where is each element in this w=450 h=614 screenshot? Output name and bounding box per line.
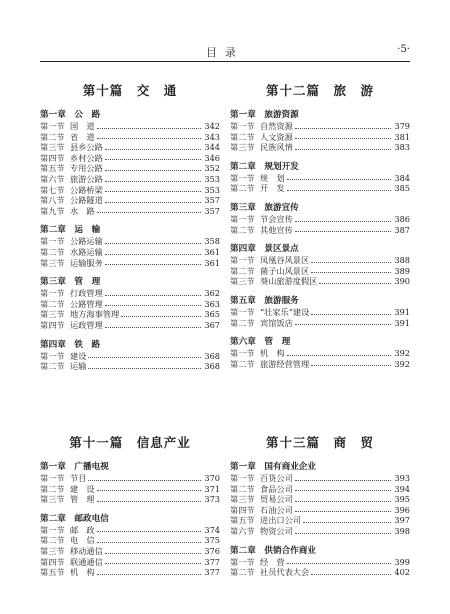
section-page: 374 (204, 524, 220, 535)
section-number: 第二节 (40, 298, 65, 309)
section-number: 第二节 (230, 567, 255, 578)
toc-entry (230, 183, 410, 194)
section-number: 第四节 (40, 152, 65, 163)
section-number: 第一节 (40, 236, 65, 247)
dot-leader (97, 530, 201, 532)
section-name: 石油公司 (260, 504, 293, 515)
dot-leader (88, 479, 201, 481)
section-number: 第二节 (230, 317, 255, 328)
dot-leader (105, 326, 201, 328)
section-page: 362 (204, 288, 220, 299)
section-number: 第三节 (40, 142, 65, 153)
dot-leader (295, 230, 391, 232)
toc-chapter (40, 277, 220, 330)
section-name: “壮家乐”建设 (260, 306, 310, 317)
section-number: 第二节 (230, 483, 255, 494)
section-page: 343 (204, 131, 220, 142)
toc-entry (230, 348, 410, 359)
dot-leader (287, 562, 391, 564)
toc-entry (230, 515, 410, 526)
section-page: 396 (394, 504, 410, 515)
toc-entry (40, 525, 220, 536)
toc-chapter (230, 462, 410, 537)
chapter-title: 第二章 邮政电信 (40, 513, 109, 524)
section-name: 机 构 (70, 567, 95, 578)
toc-entry (40, 494, 220, 505)
section-number: 第六节 (40, 173, 65, 184)
section-number: 第一节 (40, 350, 65, 361)
toc-entry (230, 505, 410, 516)
toc-entry (40, 258, 220, 269)
part-title: 第十三篇 商 贸 (265, 435, 374, 450)
section-name: 宾馆饭店 (260, 317, 293, 328)
dot-leader (105, 304, 201, 306)
section-page: 368 (204, 350, 220, 361)
section-number: 第一节 (230, 255, 255, 266)
toc-chapter (230, 546, 410, 578)
section-number: 第二节 (40, 361, 65, 372)
section-page: 393 (394, 473, 410, 483)
chapter-title: 第四章 景区景点 (230, 244, 299, 255)
toc-entry (230, 225, 410, 236)
section-name: 地方海事管理 (70, 309, 120, 320)
toc-part (40, 434, 220, 587)
section-name: 移动通信 (70, 545, 103, 556)
toc-entry (230, 276, 410, 287)
dot-leader (295, 489, 391, 491)
section-name: 水 路 (70, 205, 95, 216)
section-name: 电 信 (70, 535, 95, 546)
toc-entry (230, 255, 410, 266)
toc-entry (230, 266, 410, 277)
section-name: 公路管理 (70, 298, 103, 309)
toc-entry (230, 132, 410, 143)
dot-leader (295, 323, 391, 325)
section-name: 机 构 (260, 348, 285, 359)
toc-chapter (230, 244, 410, 287)
dot-leader (287, 354, 391, 356)
section-page: 391 (394, 317, 410, 328)
toc-part (230, 434, 410, 587)
toc-chapter (230, 337, 410, 369)
toc-chapter (40, 462, 220, 505)
dot-leader (105, 180, 201, 182)
section-name: 省 道 (70, 131, 95, 142)
dot-leader (105, 169, 201, 171)
section-name: 邮 政 (70, 524, 95, 535)
section-number: 第一节 (40, 524, 65, 535)
page-number: ·5· (397, 44, 410, 55)
section-page: 384 (394, 172, 410, 183)
section-number: 第三节 (230, 494, 255, 505)
dot-leader (105, 190, 201, 192)
dot-leader (295, 510, 391, 512)
section-number: 第三节 (230, 276, 255, 287)
section-page: 398 (394, 525, 410, 536)
dot-leader (295, 479, 391, 481)
section-number: 第一节 (230, 473, 255, 483)
section-page: 395 (394, 494, 410, 505)
section-page: 389 (394, 265, 410, 276)
toc-entry (230, 494, 410, 505)
toc-entry (230, 359, 410, 370)
dot-leader (295, 532, 391, 534)
section-name: 节目 (70, 473, 87, 483)
section-number: 第三节 (40, 545, 65, 556)
section-number: 第三节 (40, 309, 65, 320)
section-number: 第一节 (230, 306, 255, 317)
section-page: 387 (394, 224, 410, 235)
section-page: 344 (204, 142, 220, 153)
toc-entry (40, 121, 220, 132)
section-name: 民族风情 (260, 142, 293, 153)
toc-entry (40, 163, 220, 174)
section-page: 368 (204, 361, 220, 372)
toc-chapter (40, 110, 220, 216)
section-name: 运政管理 (70, 319, 103, 330)
section-name: 国 道 (70, 121, 95, 131)
section-name: 节会宣传 (260, 213, 293, 224)
section-number: 第一节 (40, 473, 65, 483)
dot-leader (105, 294, 201, 296)
section-name: 葵山旅游度假区 (260, 276, 318, 287)
dot-leader (105, 562, 201, 564)
section-name: 乡村公路 (70, 152, 103, 163)
toc-entry (40, 484, 220, 495)
dot-leader (311, 313, 391, 315)
toc-entry (40, 535, 220, 546)
section-name: 建 设 (70, 483, 95, 494)
section-name: 进出口公司 (260, 515, 301, 526)
dot-leader (311, 364, 391, 366)
section-number: 第三节 (40, 494, 65, 505)
header-title: 目录 (206, 46, 244, 59)
section-page: 390 (394, 276, 410, 287)
dot-leader (105, 201, 201, 203)
section-number: 第五节 (40, 163, 65, 174)
section-number: 第二节 (40, 246, 65, 257)
dot-leader (97, 541, 201, 543)
dot-leader (97, 573, 201, 575)
section-name: 凤凰谷风景区 (260, 255, 310, 266)
dot-leader (121, 315, 201, 317)
toc-entry (40, 132, 220, 143)
toc-entry (230, 307, 410, 318)
section-page: 353 (204, 173, 220, 184)
section-page: 379 (394, 121, 410, 131)
section-page: 377 (204, 567, 220, 578)
section-number: 第二节 (230, 183, 255, 194)
section-name: 运输服务 (70, 257, 103, 268)
section-page: 402 (394, 567, 410, 578)
section-page: 399 (394, 556, 410, 567)
section-page: 377 (204, 556, 220, 567)
toc-chapter (230, 296, 410, 328)
dot-leader (97, 211, 201, 213)
chapter-title: 第五章 旅游服务 (230, 295, 299, 306)
dot-leader (295, 148, 391, 150)
dot-leader (105, 552, 201, 554)
chapter-title: 第六章 管 理 (230, 337, 291, 348)
section-page: 363 (204, 298, 220, 309)
toc-entry (40, 567, 220, 578)
section-number: 第二节 (230, 265, 255, 276)
toc-entry (230, 214, 410, 225)
section-page: 357 (204, 195, 220, 206)
toc-entry (40, 247, 220, 258)
section-page: 352 (204, 163, 220, 174)
section-page: 391 (394, 306, 410, 317)
section-page: 376 (204, 545, 220, 556)
section-name: 旅游经营管理 (260, 358, 310, 369)
dot-leader (88, 356, 201, 358)
section-page: 357 (204, 205, 220, 216)
section-number: 第四节 (40, 319, 65, 330)
section-name: 开 发 (260, 183, 285, 194)
section-page: 342 (204, 121, 220, 131)
section-name: 旅游公路 (70, 173, 103, 184)
section-page: 361 (204, 257, 220, 268)
section-name: 公路运输 (70, 236, 103, 247)
dot-leader (287, 178, 391, 180)
dot-leader (97, 489, 201, 491)
section-name: 物资公司 (260, 525, 293, 536)
section-name: 公路桥梁 (70, 184, 103, 195)
section-number: 第九节 (40, 205, 65, 216)
section-page: 346 (204, 152, 220, 163)
section-page: 370 (204, 473, 220, 483)
section-name: 公路隧道 (70, 195, 103, 206)
section-number: 第二节 (40, 535, 65, 546)
toc-chapter (230, 203, 410, 235)
toc-entry (40, 351, 220, 362)
section-name: 管 理 (70, 494, 95, 505)
dot-leader (311, 271, 391, 273)
toc-part (230, 82, 410, 378)
section-name: 建设 (70, 350, 87, 361)
section-page: 365 (204, 309, 220, 320)
section-number: 第二节 (230, 224, 255, 235)
toc-entry (230, 526, 410, 537)
section-page: 371 (204, 483, 220, 494)
section-number: 第六节 (230, 525, 255, 536)
dot-leader (105, 158, 201, 160)
section-number: 第七节 (40, 184, 65, 195)
section-number: 第二节 (40, 483, 65, 494)
section-page: 394 (394, 483, 410, 494)
toc-chapter (230, 162, 410, 194)
chapter-title: 第四章 铁 路 (40, 339, 101, 350)
section-name: 经 营 (260, 556, 285, 567)
toc-entry (40, 473, 220, 484)
section-name: 社员代表大会 (260, 567, 310, 578)
toc-entry (230, 557, 410, 568)
toc-entry (40, 195, 220, 206)
section-name: 运输 (70, 361, 87, 372)
dot-leader (295, 137, 391, 139)
dot-leader (311, 261, 391, 263)
dot-leader (97, 137, 201, 139)
section-number: 第二节 (40, 131, 65, 142)
section-page: 385 (394, 183, 410, 194)
chapter-title: 第一章 公 路 (40, 110, 101, 120)
page-header (40, 38, 410, 62)
dot-leader (97, 500, 201, 502)
section-page: 367 (204, 319, 220, 330)
dot-leader (303, 521, 391, 523)
section-number: 第一节 (40, 288, 65, 299)
section-number: 第二节 (230, 358, 255, 369)
section-page: 381 (394, 131, 410, 142)
section-page: 383 (394, 142, 410, 153)
toc-entry (40, 185, 220, 196)
chapter-title: 第三章 旅游宣传 (230, 202, 299, 213)
dot-leader (105, 263, 201, 265)
section-number: 第四节 (230, 504, 255, 515)
toc-entry (40, 142, 220, 153)
section-number: 第五节 (230, 515, 255, 526)
header-rule (40, 61, 410, 62)
toc-chapter (40, 225, 220, 268)
dot-leader (295, 127, 391, 129)
toc-chapter (230, 110, 410, 153)
section-name: 行政管理 (70, 288, 103, 299)
dot-leader (311, 573, 391, 575)
section-name: 食品公司 (260, 483, 293, 494)
toc-entry (40, 557, 220, 568)
section-page: 358 (204, 236, 220, 247)
section-page: 386 (394, 213, 410, 224)
section-number: 第一节 (40, 121, 65, 131)
toc-entry (230, 484, 410, 495)
toc-entry (40, 174, 220, 185)
section-number: 第一节 (230, 121, 255, 131)
section-page: 392 (394, 348, 410, 359)
toc-entry (40, 546, 220, 557)
toc-entry (40, 236, 220, 247)
section-page: 361 (204, 246, 220, 257)
section-name: 菌子山风景区 (260, 265, 310, 276)
section-page: 353 (204, 184, 220, 195)
section-page: 373 (204, 494, 220, 505)
section-name: 水路运输 (70, 246, 103, 257)
section-number: 第二节 (230, 131, 255, 142)
dot-leader (105, 148, 201, 150)
section-name: 其他宣传 (260, 224, 293, 235)
toc-entry (40, 299, 220, 310)
section-number: 第四节 (40, 556, 65, 567)
part-title: 第十二篇 旅 游 (265, 83, 374, 98)
dot-leader (295, 220, 391, 222)
section-name: 人文资源 (260, 131, 293, 142)
section-number: 第一节 (230, 556, 255, 567)
toc-entry (230, 567, 410, 578)
dot-leader (319, 282, 391, 284)
section-name: 百货公司 (260, 473, 293, 483)
chapter-title: 第一章 旅游资源 (230, 110, 299, 120)
section-page: 375 (204, 535, 220, 546)
section-number: 第五节 (40, 567, 65, 578)
dot-leader (105, 253, 201, 255)
part-title: 第十篇 交 通 (82, 83, 178, 98)
section-page: 392 (394, 358, 410, 369)
section-page: 388 (394, 255, 410, 266)
section-number: 第一节 (230, 348, 255, 359)
dot-leader (287, 189, 391, 191)
chapter-title: 第二章 运 输 (40, 225, 101, 236)
toc-entry (230, 121, 410, 132)
toc-chapter (40, 514, 220, 578)
section-number: 第八节 (40, 195, 65, 206)
toc-entry (230, 473, 410, 484)
toc-chapter (40, 340, 220, 372)
toc-entry (230, 142, 410, 153)
chapter-title: 第一章 国有商业企业 (230, 462, 316, 472)
toc-part (40, 82, 220, 381)
section-name: 县乡公路 (70, 142, 103, 153)
chapter-title: 第二章 供销合作商业 (230, 545, 316, 556)
toc-entry (40, 153, 220, 164)
dot-leader (295, 500, 391, 502)
chapter-title: 第一章 广播电视 (40, 462, 109, 472)
part-title: 第十一篇 信息产业 (69, 435, 191, 450)
toc-entry (40, 288, 220, 299)
section-name: 规 划 (260, 172, 285, 183)
section-page: 397 (394, 515, 410, 526)
section-number: 第一节 (230, 172, 255, 183)
section-number: 第三节 (40, 257, 65, 268)
section-name: 联通通信 (70, 556, 103, 567)
toc-entry (40, 320, 220, 331)
section-name: 自然资源 (260, 121, 293, 131)
dot-leader (105, 242, 201, 244)
toc-entry (230, 173, 410, 184)
section-number: 第一节 (230, 213, 255, 224)
toc-entry (230, 318, 410, 329)
chapter-title: 第二章 规划开发 (230, 161, 299, 172)
toc-entry (40, 361, 220, 372)
chapter-title: 第三章 管 理 (40, 277, 101, 288)
section-name: 专用公路 (70, 163, 103, 174)
dot-leader (97, 127, 201, 129)
dot-leader (88, 367, 201, 369)
toc-entry (40, 206, 220, 217)
toc-entry (40, 309, 220, 320)
section-number: 第三节 (230, 142, 255, 153)
section-name: 贸易公司 (260, 494, 293, 505)
